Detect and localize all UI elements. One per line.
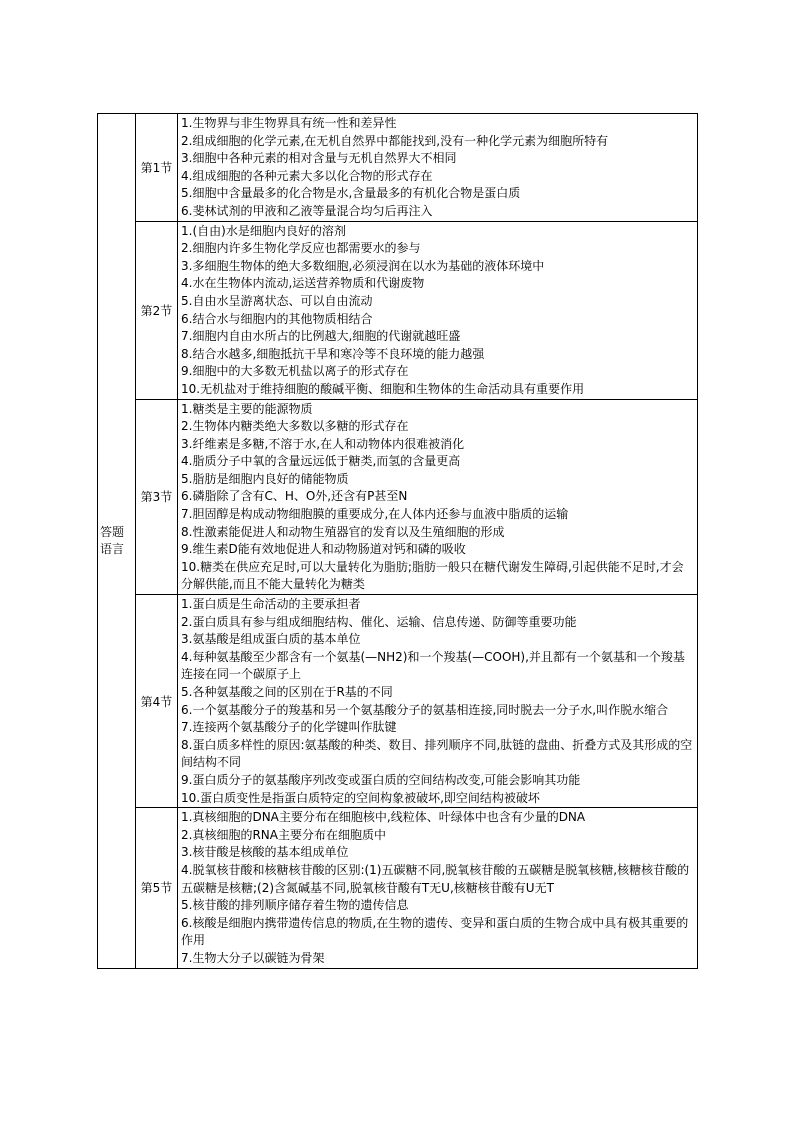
statement-item: 6.一个氨基酸分子的羧基和另一个氨基酸分子的氨基相连接,同时脱去一分子水,叫作脱水缩合	[181, 702, 669, 717]
statement-item: 7.生物大分子以碳链为骨架	[181, 950, 325, 965]
statement-item: 6.核酸是细胞内携带遗传信息的物质,在生物的遗传、变异和蛋白质的生物合成中具有极其重要的作用	[181, 915, 689, 948]
statement-item: 4.脱氧核苷酸和核糖核苷酸的区别:(1)五碳糖不同,脱氧核苷酸的五碳糖是脱氧核糖,核糖核苷酸的五碳糖是核糖;(2)含氮碱基不同,脱氧核苷酸有T无U,核糖核苷酸有U无T	[181, 862, 690, 895]
statement-item: 1.糖类是主要的能源物质	[181, 401, 313, 416]
statement-item: 2.生物体内糖类绝大多数以多糖的形式存在	[181, 419, 409, 434]
section-items-cell	[178, 114, 698, 222]
statement-item: 3.核苷酸是核酸的基本组成单位	[181, 845, 349, 860]
summary-table	[97, 113, 698, 969]
statement-item: 3.细胞中各种元素的相对含量与无机自然界大不相同	[181, 151, 457, 166]
section-label: 第5节	[136, 808, 178, 968]
statement-item: 8.性激素能促进人和动物生殖器官的发育以及生殖细胞的形成	[181, 524, 505, 539]
statement-item: 7.胆固醇是构成动物细胞膜的重要成分,在人体内还参与血液中脂质的运输	[181, 507, 569, 522]
statement-item: 6.结合水与细胞内的其他物质相结合	[181, 311, 373, 326]
section-items-cell	[178, 221, 698, 399]
section-items-cell	[178, 399, 698, 595]
statement-item: 6.磷脂除了含有C、H、O外,还含有P甚至N	[181, 489, 408, 504]
statement-item: 5.各种氨基酸之间的区别在于R基的不同	[181, 685, 393, 699]
section-items-cell	[178, 808, 698, 968]
section-label: 第1节	[136, 114, 178, 222]
statement-item: 5.核苷酸的排列顺序储存着生物的遗传信息	[181, 898, 409, 913]
statement-item: 2.蛋白质具有参与组成细胞结构、催化、运输、信息传递、防御等重要功能	[181, 614, 577, 629]
statement-item: 9.细胞中的大多数无机盐以离子的形式存在	[181, 364, 409, 379]
statement-item: 2.组成细胞的化学元素,在无机自然界中都能找到,没有一种化学元素为细胞所特有	[181, 133, 609, 148]
statement-item: 10.无机盐对于维持细胞的酸碱平衡、细胞和生物体的生命活动具有重要作用	[181, 381, 585, 396]
statement-item: 8.蛋白质多样性的原因:氨基酸的种类、数目、排列顺序不同,肽链的盘曲、折叠方式及其形成的空间结构不同	[181, 737, 693, 770]
statement-item: 4.组成细胞的各种元素大多以化合物的形式存在	[181, 168, 433, 183]
statement-item: 5.自由水呈游离状态、可以自由流动	[181, 293, 373, 308]
statement-item: 4.每种氨基酸至少都含有一个氨基(—NH2)和一个羧基(—COOH),并且都有一个氨基和一个羧基连接在同一个碳原子上	[181, 649, 685, 682]
statement-item: 3.多细胞生物体的绝大多数细胞,必须浸润在以水为基础的液体环境中	[181, 258, 545, 273]
statement-item: 2.细胞内许多生物化学反应也都需要水的参与	[181, 241, 421, 256]
section-row	[98, 595, 698, 808]
statement-item: 8.结合水越多,细胞抵抗干旱和寒冷等不良环境的能力越强	[181, 346, 485, 361]
section-label: 第2节	[136, 221, 178, 399]
statement-item: 5.脂肪是细胞内良好的储能物质	[181, 471, 349, 486]
section-row	[98, 114, 698, 222]
statement-item: 3.氨基酸是组成蛋白质的基本单位	[181, 632, 361, 647]
statement-item: 9.蛋白质分子的氨基酸序列改变或蛋白质的空间结构改变,可能会影响其功能	[181, 772, 581, 787]
statement-item: 7.细胞内自由水所占的比例越大,细胞的代谢就越旺盛	[181, 329, 461, 344]
section-items-cell	[178, 595, 698, 808]
statement-item: 4.水在生物体内流动,运送营养物质和代谢废物	[181, 276, 425, 291]
section-row	[98, 808, 698, 968]
category-label-line2: 语言	[100, 541, 125, 556]
statement-item: 2.真核细胞的RNA主要分布在细胞质中	[181, 827, 386, 842]
statement-item: 1.(自由)水是细胞内良好的溶剂	[181, 223, 346, 238]
category-label-line1: 答题	[100, 524, 125, 539]
section-row	[98, 399, 698, 595]
statement-item: 9.维生素D能有效地促进人和动物肠道对钙和磷的吸收	[181, 542, 466, 557]
statement-item: 1.真核细胞的DNA主要分布在细胞核中,线粒体、叶绿体中也含有少量的DNA	[181, 810, 586, 825]
statement-item: 1.蛋白质是生命活动的主要承担者	[181, 597, 361, 612]
statement-item: 5.细胞中含量最多的化合物是水,含量最多的有机化合物是蛋白质	[181, 186, 521, 201]
statement-item: 1.生物界与非生物界具有统一性和差异性	[181, 116, 397, 130]
statement-item: 6.斐林试剂的甲液和乙液等量混合均匀后再注入	[181, 203, 433, 218]
statement-item: 10.糖类在供应充足时,可以大量转化为脂肪;脂肪一般只在糖代谢发生障碍,引起供能不足时,才会分解供能,而且不能大量转化为糖类	[181, 559, 684, 592]
section-row	[98, 221, 698, 399]
statement-item: 3.纤维素是多糖,不溶于水,在人和动物体内很难被消化	[181, 436, 465, 451]
statement-item: 7.连接两个氨基酸分子的化学键叫作肽键	[181, 720, 397, 735]
section-label: 第3节	[136, 399, 178, 595]
section-label: 第4节	[136, 595, 178, 808]
category-cell	[98, 114, 136, 969]
statement-item: 4.脂质分子中氧的含量远远低于糖类,而氢的含量更高	[181, 454, 461, 469]
statement-item: 10.蛋白质变性是指蛋白质特定的空间构象被破坏,即空间结构被破坏	[181, 790, 540, 805]
